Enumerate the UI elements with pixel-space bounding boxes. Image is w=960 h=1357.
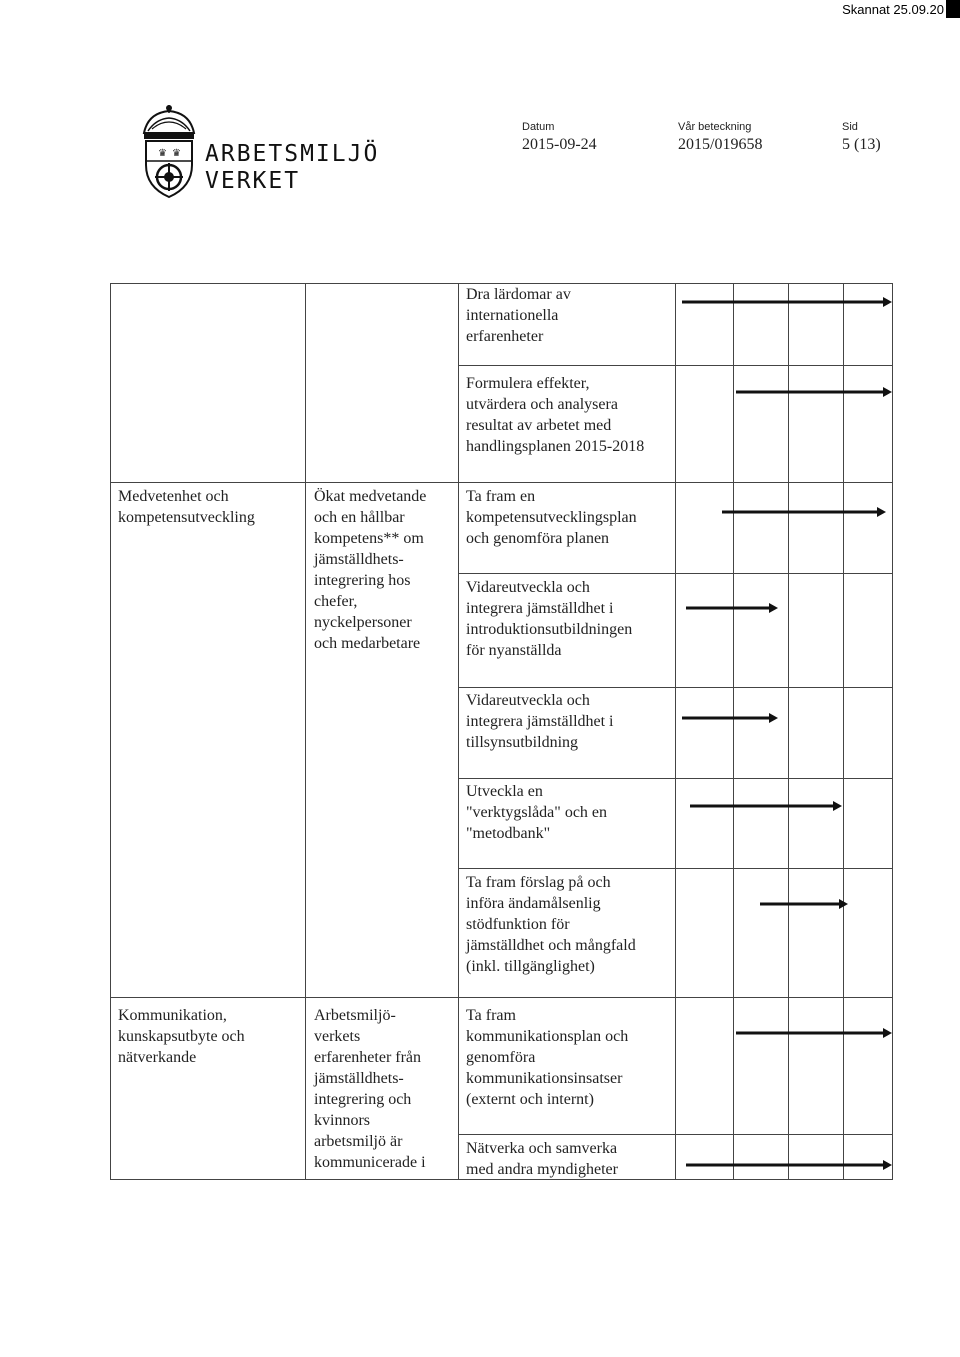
activity-line: resultat av arbetet med [466,417,612,434]
activity-line: utvärdera och analysera [466,396,618,413]
activity-line: och genomföra planen [466,530,610,547]
activity-support-function [466,872,636,977]
area-communication [118,1005,245,1068]
goal-line: jämställdhets- [314,1070,404,1087]
goal-line: och en hållbar [314,509,405,526]
goal-line: arbetsmiljö är [314,1133,403,1150]
activity-line: integrera jämställdhet i [466,713,614,730]
goal-line: Ökat medvetande [314,488,427,505]
goal-line: Arbetsmiljö- [314,1007,396,1024]
meta-reference-label: Vår beteckning [678,121,752,133]
meta-date-value: 2015-09-24 [522,136,597,153]
svg-text:♛: ♛ [158,148,167,159]
goal-awareness [314,486,426,654]
meta-date-label: Datum [522,121,555,133]
goal-communication [314,1005,426,1173]
activity-lessons [466,284,571,347]
activity-line: Utveckla en [466,783,543,800]
goal-line: kvinnors [314,1112,370,1129]
activity-line: (inkl. tillgänglighet) [466,958,595,975]
area-line: kompetensutveckling [118,509,255,526]
goal-line: verkets [314,1028,361,1045]
activity-line: "metodbank" [466,825,551,842]
meta-page-label: Sid [842,121,858,133]
activity-line: Ta fram en [466,488,536,505]
timeline-arrow-head [883,1028,892,1038]
meta-page-value: 5 (13) [842,136,881,153]
activity-communication-plan [466,1005,628,1110]
goal-line: kommunicerade i [314,1154,426,1171]
activity-line: handlingsplanen 2015-2018 [466,438,645,455]
activity-introduction-training [466,577,632,661]
activity-networking [466,1138,618,1180]
activity-line: kommunikationsplan och [466,1028,629,1045]
goal-line: jämställdhets- [314,551,404,568]
area-line: kunskapsutbyte och [118,1028,245,1045]
timeline-arrow-head [833,801,842,811]
activity-line: internationella [466,307,559,324]
activity-evaluate [466,373,644,457]
scan-stamp-text: Skannat 25.09.20 [842,1,944,17]
goal-line: nyckelpersoner [314,614,412,631]
activity-toolbox [466,781,607,844]
activity-line: erfarenheter [466,328,544,345]
activity-line: kompetensutvecklingsplan [466,509,637,526]
meta-reference-value: 2015/019658 [678,136,763,153]
area-awareness [118,486,255,528]
area-line: Kommunikation, [118,1007,227,1024]
goal-line: erfarenheter från [314,1049,422,1066]
activity-line: med andra myndigheter [466,1161,618,1178]
activity-competence-plan [466,486,637,549]
svg-text:♛: ♛ [172,148,181,159]
activity-line: jämställdhet och mångfald [466,937,636,954]
timeline-arrow-head [883,387,892,397]
timeline-arrow-head [883,1160,892,1170]
activity-line: tillsynsutbildning [466,734,579,751]
activity-line: Ta fram förslag på och [466,874,611,891]
activity-line: Vidareutveckla och [466,692,590,709]
activity-line: för nyanställda [466,642,562,659]
goal-line: chefer, [314,593,358,610]
activity-line: Formulera effekter, [466,375,590,392]
org-name-line2: VERKET [205,168,301,194]
activity-line: införa ändamålsenlig [466,895,601,912]
timeline-arrow-head [769,713,778,723]
area-line: nätverkande [118,1049,197,1066]
activity-line: integrera jämställdhet i [466,600,614,617]
goal-line: kompetens** om [314,530,424,547]
activity-line: Vidareutveckla och [466,579,590,596]
activity-line: Dra lärdomar av [466,286,571,303]
org-name-line1: ARBETSMILJÖ [205,141,380,167]
timeline-arrow-head [769,603,778,613]
activity-line: introduktionsutbildningen [466,621,633,638]
goal-line: integrering och [314,1091,412,1108]
activity-inspection-training [466,690,614,753]
activity-line: Nätverka och samverka [466,1140,618,1157]
timeline-arrows [682,297,892,1170]
activity-line: Ta fram [466,1007,516,1024]
activity-line: stödfunktion för [466,916,570,933]
timeline-arrow-head [883,297,892,307]
area-line: Medvetenhet och [118,488,229,505]
activity-line: genomföra [466,1049,536,1066]
activity-line: kommunikationsinsatser [466,1070,623,1087]
activity-line: (externt och internt) [466,1091,594,1108]
goal-line: och medarbetare [314,635,421,652]
goal-line: integrering hos [314,572,411,589]
activity-line: "verktygslåda" och en [466,804,608,821]
timeline-arrow-head [877,507,886,517]
